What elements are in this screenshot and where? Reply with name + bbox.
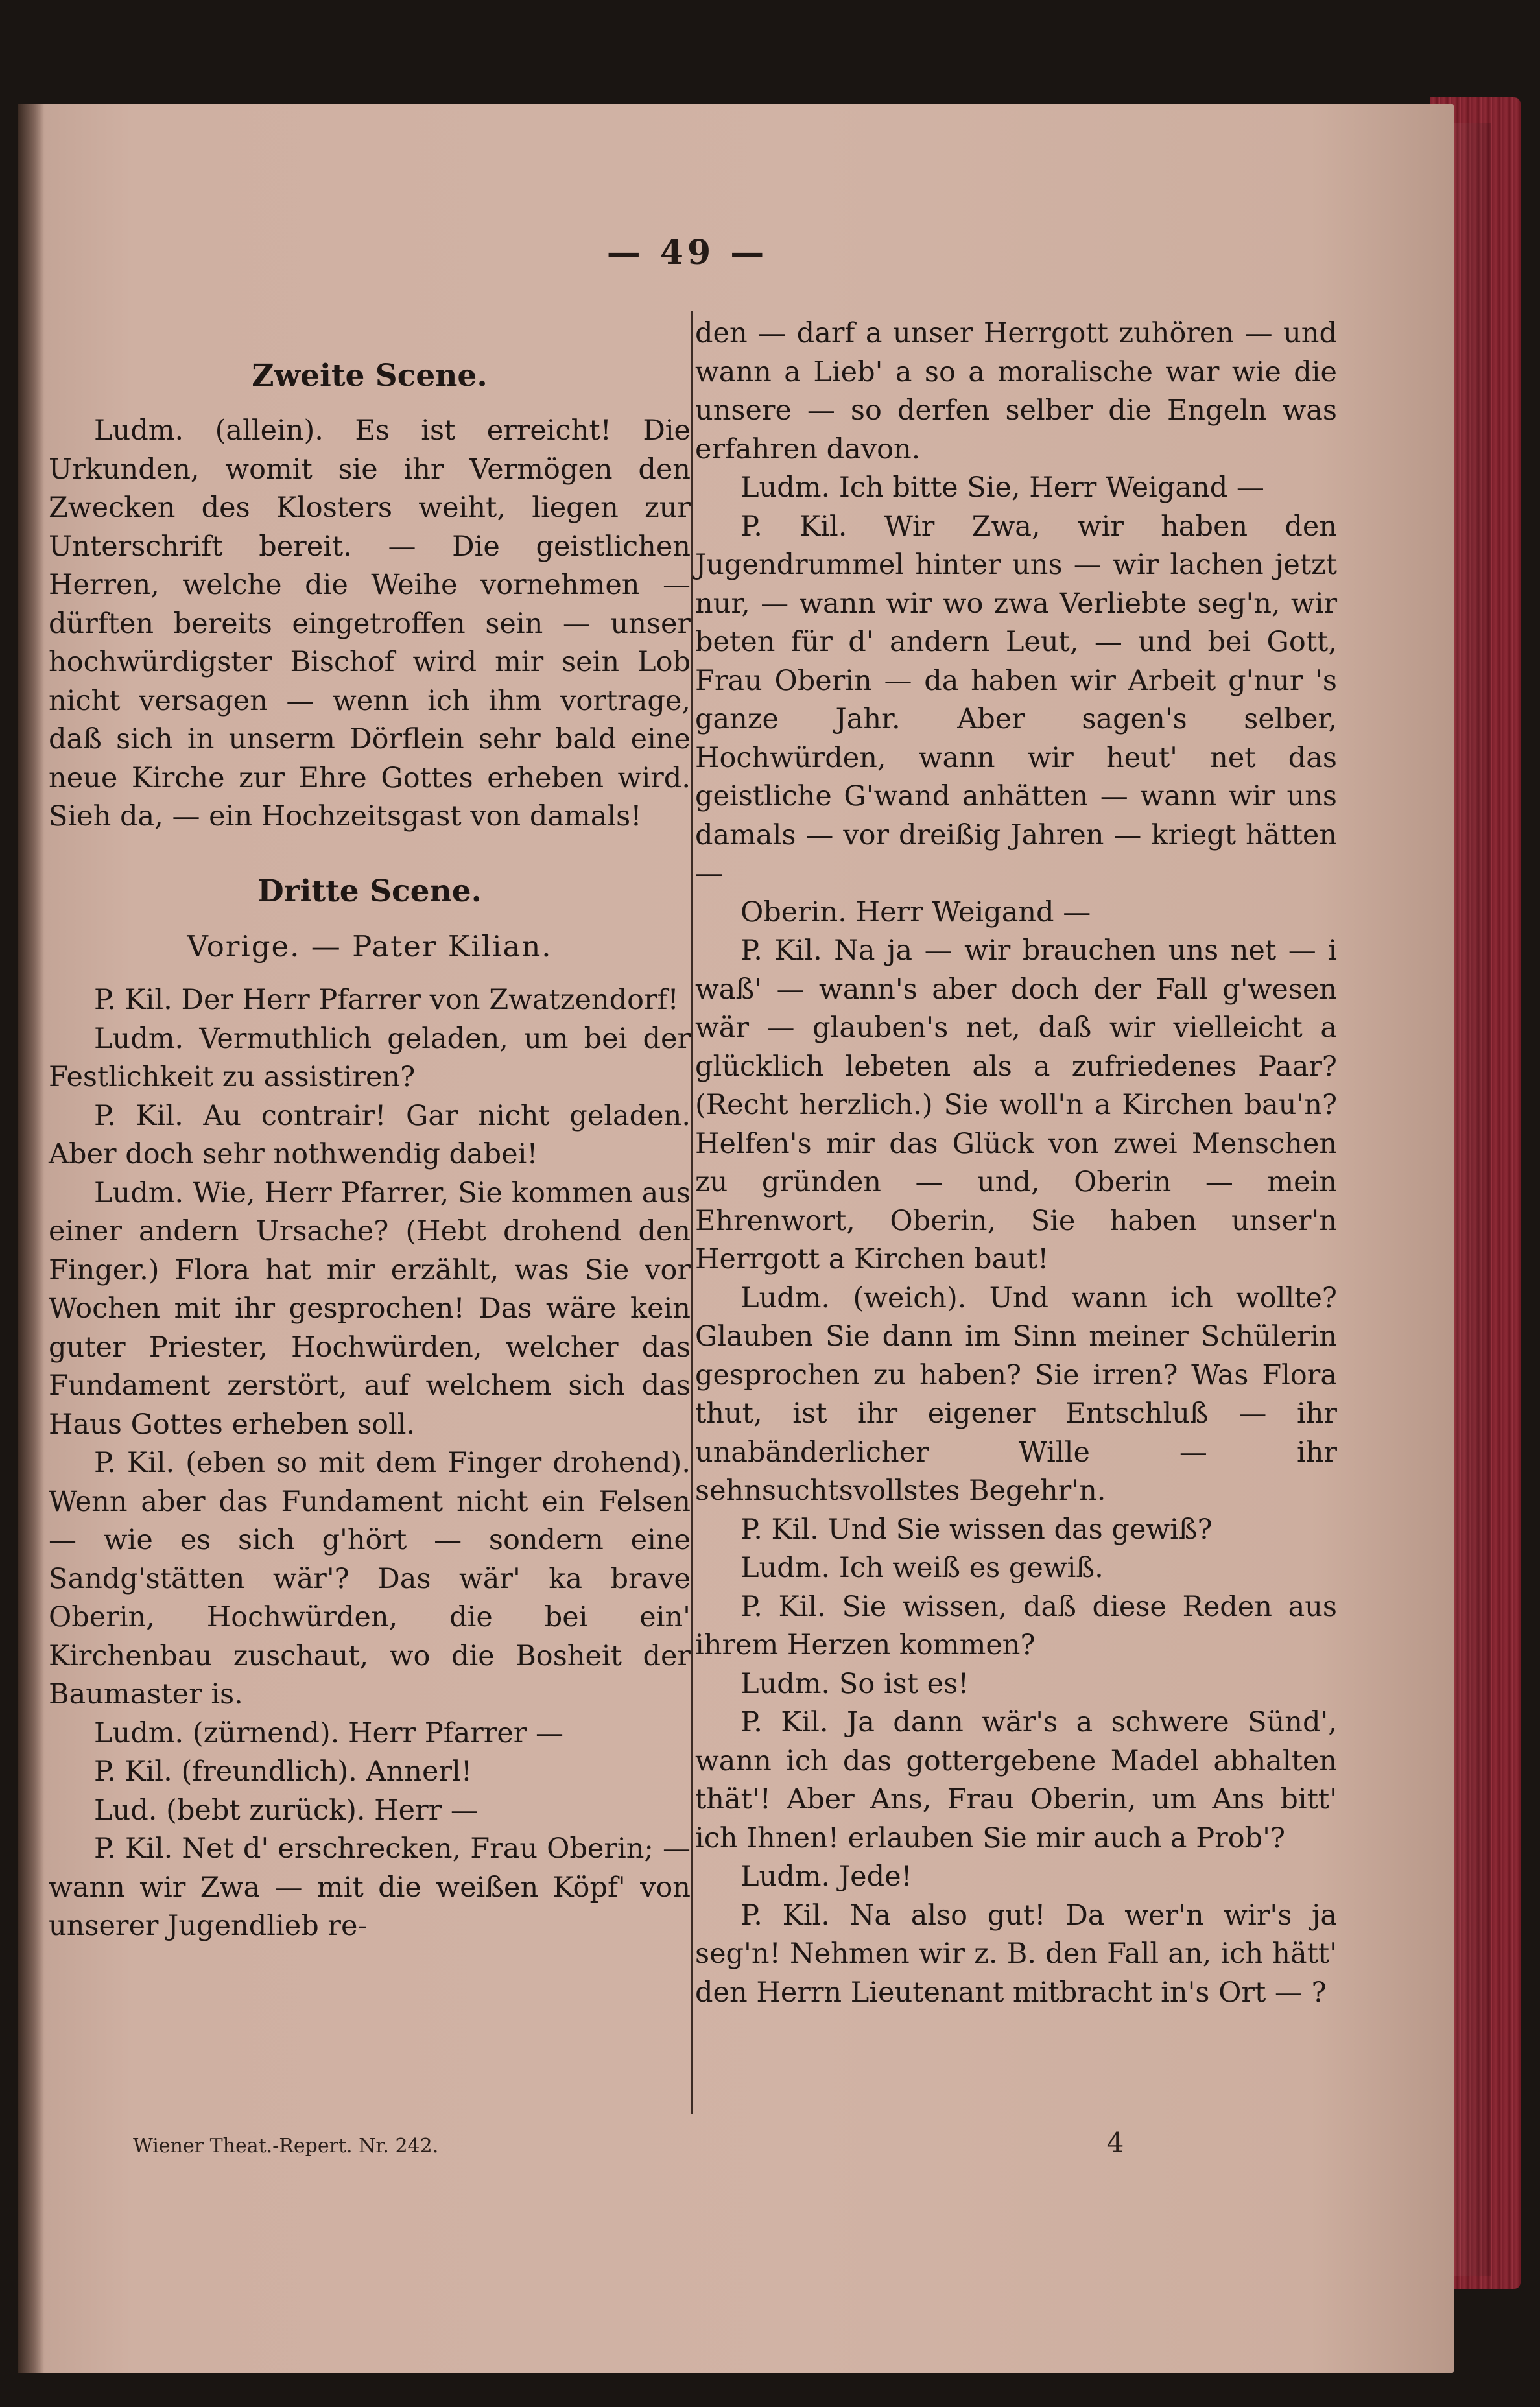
speech: Ludm. (zürnend). Herr Pfarrer — <box>94 1716 564 1749</box>
speech: Oberin. Herr Weigand — <box>740 895 1091 929</box>
cast-list: Vorige. — Pater Kilian. <box>187 929 552 964</box>
speech: Ludm. Ich weiß es gewiß. <box>740 1552 1104 1584</box>
speech: Ludm. Jede! <box>740 1860 912 1893</box>
fore-edge-highlight <box>1452 123 1491 2276</box>
speech: P. Kil. Ja dann wär's a schwere Sünd', wann ich das gottergebene Madel abhalten thät'! Aber Ans, Frau Oberin, um Ans bitt' ich Ihnen! erlauben Sie mir auch a Prob'? <box>695 1706 1337 1855</box>
column-divider <box>691 311 693 2114</box>
speech: Ludm. Wie, Herr Pfarrer, Sie kommen aus einer andern Ursache? (Hebt drohend den Finger.) Flora hat mir erzählt, was Sie vor Wochen mit ihr gesprochen! Das wäre kein guter Priester, Hochwürden, welcher das Fundament zerstört, auf welchem sich das Haus Gottes erheben soll. <box>49 1176 691 1441</box>
speech: Ludm. (weich). Und wann ich wollte? Glauben Sie dann im Sinn meiner Schülerin gesprochen zu haben? Sie irren? Was Flora thut, ist ihr eigener Entschluß — ihr unabänderlicher Wille — ihr sehnsuchtsvollstes Begehr'n. <box>695 1281 1337 1507</box>
scene-paragraph: Ludm. (allein). Es ist erreicht! Die Urkunden, womit sie ihr Vermögen den Zwecken des Klosters weiht, liegen zur Unterschrift bereit. — Die geistlichen Herren, welche die Weihe vornehmen — dürften bereits eingetroffen sein — unser hochwürdigster Bischof wird mir sein Lob nicht versagen — wenn ich ihm vortrage, daß sich in unserm Dörflein sehr bald eine neue Kirche zur Ehre Gottes erheben wird. Sieh da, — ein Hochzeitsgast von damals! <box>49 414 691 833</box>
speech: P. Kil. Na ja — wir brauchen uns net — i waß' — wann's aber doch der Fall g'wesen wär — glauben's net, daß wir vielleicht a glücklich lebeten als a zufriedenes Paar? (Recht herzlich.) Sie woll'n a Kirchen bau'n? Helfen's mir das Glück von zwei Menschen zu gründen — und, Oberin — mein Ehrenwort, Oberin, Sie haben unser'n Herrgott a Kirchen baut! <box>695 934 1337 1275</box>
speech: P. Kil. Wir Zwa, wir haben den Jugendrummel hinter uns — wir lachen jetzt nur, — wann wir wo zwa Verliebte seg'n, wir beten für d' andern Leut, — und bei Gott, Frau Oberin — da haben wir Arbeit g'nur 's ganze Jahr. Aber sagen's selber, Hochwürden, wann wir heut' net das geistliche G'wand anhätten — wann wir uns damals — vor dreißig Jahren — kriegt hätten — <box>695 510 1337 890</box>
scene-title: Dritte Scene. <box>257 873 482 909</box>
speech: P. Kil. Net d' erschrecken, Frau Oberin; — wann wir Zwa — mit die weißen Köpf' von unserer Jugendlieb re- <box>49 1832 691 1942</box>
speech: Ludm. Ich bitte Sie, Herr Weigand — <box>740 471 1264 504</box>
signature-mark: 4 <box>1106 2127 1124 2159</box>
speech: P. Kil. Na also gut! Da wer'n wir's ja seg'n! Nehmen wir z. B. den Fall an, ich hätt' den Herrn Lieutenant mitbracht in's Ort — ? <box>695 1899 1337 2009</box>
speech: Ludm. Vermuthlich geladen, um bei der Festlichkeit zu assistiren? <box>49 1022 691 1093</box>
speech-continuation: den — darf a unser Herrgott zuhören — und wann a Lieb' a so a moralische war wie die unsere — so derfen selber die Engeln was erfahren davon. <box>695 317 1337 466</box>
speech: Lud. (bebt zurück). Herr — <box>94 1794 479 1827</box>
page-number: — 49 — <box>606 233 768 272</box>
speech: P. Kil. Und Sie wissen das gewiß? <box>740 1513 1213 1546</box>
speech: P. Kil. (freundlich). Annerl! <box>94 1755 472 1788</box>
scene-title: Zweite Scene. <box>252 358 488 394</box>
speech: Ludm. So ist es! <box>740 1667 969 1700</box>
speech: P. Kil. Au contrair! Gar nicht geladen. Aber doch sehr nothwendig dabei! <box>49 1099 691 1170</box>
right-column <box>695 314 1337 2012</box>
speech: P. Kil. (eben so mit dem Finger drohend). Wenn aber das Fundament nicht ein Felsen — wie es sich g'hört — sondern eine Sandg'stätten wär'? Das wär' ka brave Oberin, Hochwürden, die bei ein' Kirchenbau zuschaut, wo die Bosheit der Baumaster is. <box>49 1447 691 1711</box>
footer-imprint: Wiener Theat.-Repert. Nr. 242. <box>133 2135 439 2157</box>
left-column <box>49 314 691 1946</box>
speech: P. Kil. Der Herr Pfarrer von Zwatzendorf! <box>94 984 679 1016</box>
speech: P. Kil. Sie wissen, daß diese Reden aus ihrem Herzen kommen? <box>695 1590 1337 1661</box>
page-gutter <box>18 104 44 2373</box>
